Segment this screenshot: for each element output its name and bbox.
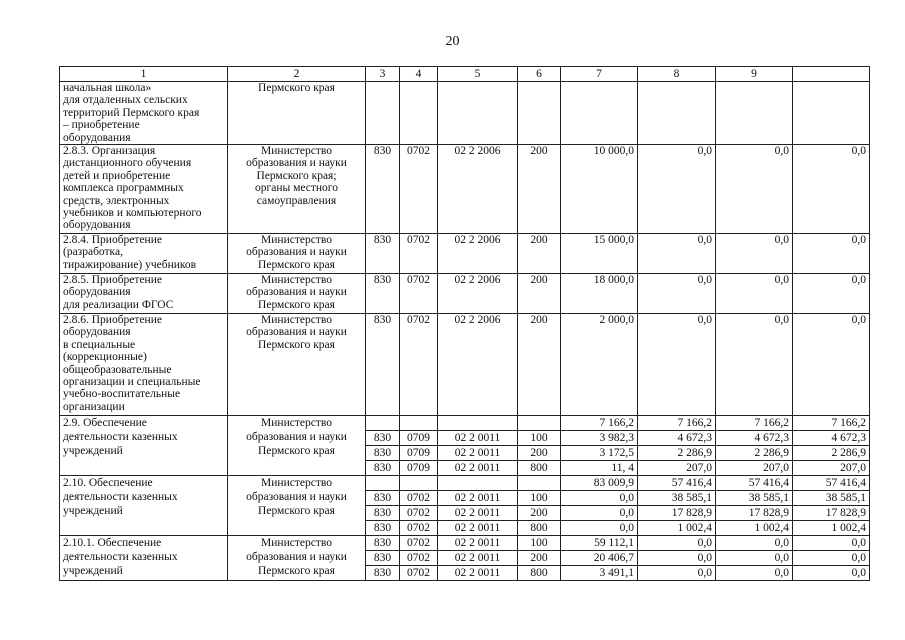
cell-section: 0702 (400, 521, 438, 536)
table-row (60, 82, 870, 145)
cell-grbs: 830 (366, 314, 400, 416)
cell-amount: 0,0 (638, 145, 716, 234)
measure-name: начальная школа» для отдаленных сельских территорий Пермского края – приобретение оборудования (60, 82, 228, 145)
measure-name: 2.8.6. Приобретение оборудования в специальные (коррекционные) общеобразовательные организации и специальные учебно-воспитательные организации (60, 314, 228, 416)
cell-amount: 0,0 (638, 536, 716, 551)
cell-grbs: 830 (366, 536, 400, 551)
cell-section: 0709 (400, 431, 438, 446)
cell-grbs: 830 (366, 274, 400, 314)
table-row (60, 476, 870, 491)
cell-target-article: 02 2 0011 (438, 506, 518, 521)
measure-name: 2.8.3. Организация дистанционного обучения детей и приобретение комплекса программных средств, электронных учебников и компьютерного оборудования (60, 145, 228, 234)
measure-name: 2.10.1. Обеспечение деятельности казенных учреждений (60, 536, 228, 581)
table-cell (366, 82, 400, 145)
cell-amount: 0,0 (561, 521, 638, 536)
cell-amount: 18 000,0 (561, 274, 638, 314)
cell-section: 0709 (400, 446, 438, 461)
cell-grbs: 830 (366, 234, 400, 274)
cell-amount: 0,0 (793, 274, 870, 314)
cell-amount: 0,0 (793, 566, 870, 581)
cell-target-article: 02 2 2006 (438, 314, 518, 416)
column-header: 2 (228, 67, 366, 82)
cell-amount: 2 286,9 (638, 446, 716, 461)
cell-amount: 0,0 (716, 234, 793, 274)
cell-grbs: 830 (366, 431, 400, 446)
cell-amount: 59 112,1 (561, 536, 638, 551)
column-header: 1 (60, 67, 228, 82)
table-cell (366, 476, 400, 491)
column-header: 5 (438, 67, 518, 82)
cell-amount: 207,0 (716, 461, 793, 476)
cell-amount: 0,0 (638, 551, 716, 566)
table-cell (400, 82, 438, 145)
cell-amount: 20 406,7 (561, 551, 638, 566)
cell-amount: 4 672,3 (716, 431, 793, 446)
cell-amount: 0,0 (793, 536, 870, 551)
column-header: 6 (518, 67, 561, 82)
cell-expense-type: 800 (518, 461, 561, 476)
table-cell (518, 476, 561, 491)
cell-section: 0702 (400, 506, 438, 521)
budget-table (59, 66, 870, 581)
cell-amount: 3 491,1 (561, 566, 638, 581)
cell-grbs: 830 (366, 506, 400, 521)
table-cell (438, 416, 518, 431)
cell-grbs: 830 (366, 145, 400, 234)
responsible-body: Министерство образования и науки Пермского края (228, 536, 366, 581)
cell-total: 57 416,4 (638, 476, 716, 491)
cell-amount: 0,0 (716, 566, 793, 581)
cell-amount: 0,0 (561, 491, 638, 506)
cell-expense-type: 200 (518, 274, 561, 314)
table-cell (366, 416, 400, 431)
cell-amount: 2 286,9 (793, 446, 870, 461)
cell-target-article: 02 2 0011 (438, 536, 518, 551)
cell-amount: 17 828,9 (716, 506, 793, 521)
column-header: 9 (716, 67, 793, 82)
measure-name: 2.8.4. Приобретение (разработка, тиражирование) учебников (60, 234, 228, 274)
column-header: 3 (366, 67, 400, 82)
cell-amount: 1 002,4 (638, 521, 716, 536)
cell-total: 83 009,9 (561, 476, 638, 491)
cell-target-article: 02 2 0011 (438, 431, 518, 446)
responsible-body: Министерство образования и науки Пермского края (228, 416, 366, 476)
cell-section: 0702 (400, 536, 438, 551)
cell-grbs: 830 (366, 461, 400, 476)
cell-amount: 38 585,1 (638, 491, 716, 506)
responsible-body: Министерство образования и науки Пермского края (228, 476, 366, 536)
cell-grbs: 830 (366, 521, 400, 536)
cell-amount: 2 286,9 (716, 446, 793, 461)
cell-target-article: 02 2 0011 (438, 566, 518, 581)
table-cell (561, 82, 638, 145)
cell-amount: 0,0 (716, 274, 793, 314)
cell-amount: 0,0 (716, 145, 793, 234)
cell-grbs: 830 (366, 566, 400, 581)
column-header: 7 (561, 67, 638, 82)
table-cell (793, 82, 870, 145)
cell-expense-type: 100 (518, 536, 561, 551)
measure-name: 2.9. Обеспечение деятельности казенных учреждений (60, 416, 228, 476)
cell-amount: 0,0 (638, 566, 716, 581)
cell-expense-type: 200 (518, 145, 561, 234)
cell-section: 0702 (400, 274, 438, 314)
cell-amount: 0,0 (638, 314, 716, 416)
measure-name: 2.8.5. Приобретение оборудования для реализации ФГОС (60, 274, 228, 314)
column-header: 8 (638, 67, 716, 82)
table-cell (400, 416, 438, 431)
cell-amount: 1 002,4 (716, 521, 793, 536)
cell-amount: 17 828,9 (793, 506, 870, 521)
cell-target-article: 02 2 0011 (438, 446, 518, 461)
cell-amount: 15 000,0 (561, 234, 638, 274)
cell-target-article: 02 2 0011 (438, 461, 518, 476)
cell-expense-type: 200 (518, 314, 561, 416)
cell-amount: 0,0 (716, 314, 793, 416)
cell-section: 0702 (400, 145, 438, 234)
cell-amount: 38 585,1 (793, 491, 870, 506)
cell-expense-type: 200 (518, 446, 561, 461)
cell-total: 7 166,2 (793, 416, 870, 431)
responsible-body: Министерство образования и науки Пермского края (228, 274, 366, 314)
cell-amount: 3 172,5 (561, 446, 638, 461)
table-row (60, 314, 870, 416)
table-cell (438, 82, 518, 145)
cell-amount: 0,0 (793, 551, 870, 566)
cell-section: 0702 (400, 566, 438, 581)
cell-target-article: 02 2 2006 (438, 145, 518, 234)
responsible-body: Пермского края (228, 82, 366, 145)
cell-amount: 2 000,0 (561, 314, 638, 416)
cell-amount: 0,0 (793, 314, 870, 416)
cell-target-article: 02 2 2006 (438, 274, 518, 314)
cell-target-article: 02 2 0011 (438, 491, 518, 506)
cell-expense-type: 200 (518, 234, 561, 274)
table-row (60, 145, 870, 234)
table-cell (400, 476, 438, 491)
cell-expense-type: 200 (518, 506, 561, 521)
cell-amount: 17 828,9 (638, 506, 716, 521)
cell-total: 7 166,2 (716, 416, 793, 431)
cell-amount: 3 982,3 (561, 431, 638, 446)
cell-amount: 0,0 (561, 506, 638, 521)
cell-amount: 38 585,1 (716, 491, 793, 506)
table-cell (638, 82, 716, 145)
table-cell (518, 82, 561, 145)
cell-total: 57 416,4 (716, 476, 793, 491)
cell-amount: 0,0 (638, 234, 716, 274)
page-number: 20 (445, 34, 460, 49)
cell-expense-type: 100 (518, 491, 561, 506)
cell-section: 0709 (400, 461, 438, 476)
cell-section: 0702 (400, 234, 438, 274)
cell-amount: 0,0 (716, 551, 793, 566)
cell-amount: 0,0 (793, 145, 870, 234)
cell-amount: 11, 4 (561, 461, 638, 476)
cell-target-article: 02 2 0011 (438, 551, 518, 566)
table-row (60, 274, 870, 314)
cell-expense-type: 800 (518, 521, 561, 536)
cell-amount: 10 000,0 (561, 145, 638, 234)
responsible-body: Министерство образования и науки Пермского края (228, 314, 366, 416)
cell-section: 0702 (400, 491, 438, 506)
cell-total: 7 166,2 (561, 416, 638, 431)
table-cell (518, 416, 561, 431)
cell-amount: 207,0 (638, 461, 716, 476)
cell-expense-type: 100 (518, 431, 561, 446)
column-header: 4 (400, 67, 438, 82)
column-header (793, 67, 870, 82)
table-row (60, 416, 870, 431)
measure-name: 2.10. Обеспечение деятельности казенных учреждений (60, 476, 228, 536)
table-cell (716, 82, 793, 145)
cell-total: 7 166,2 (638, 416, 716, 431)
cell-amount: 0,0 (716, 536, 793, 551)
cell-target-article: 02 2 0011 (438, 521, 518, 536)
cell-section: 0702 (400, 551, 438, 566)
cell-total: 57 416,4 (793, 476, 870, 491)
table-cell (438, 476, 518, 491)
cell-amount: 207,0 (793, 461, 870, 476)
cell-amount: 0,0 (638, 274, 716, 314)
cell-amount: 4 672,3 (793, 431, 870, 446)
responsible-body: Министерство образования и науки Пермского края (228, 234, 366, 274)
cell-expense-type: 800 (518, 566, 561, 581)
cell-amount: 1 002,4 (793, 521, 870, 536)
table-row (60, 234, 870, 274)
cell-grbs: 830 (366, 446, 400, 461)
table-row (60, 536, 870, 551)
cell-expense-type: 200 (518, 551, 561, 566)
cell-grbs: 830 (366, 491, 400, 506)
cell-amount: 0,0 (793, 234, 870, 274)
cell-target-article: 02 2 2006 (438, 234, 518, 274)
cell-section: 0702 (400, 314, 438, 416)
cell-amount: 4 672,3 (638, 431, 716, 446)
responsible-body: Министерство образования и науки Пермского края; органы местного самоуправления (228, 145, 366, 234)
cell-grbs: 830 (366, 551, 400, 566)
header-row (60, 67, 870, 82)
